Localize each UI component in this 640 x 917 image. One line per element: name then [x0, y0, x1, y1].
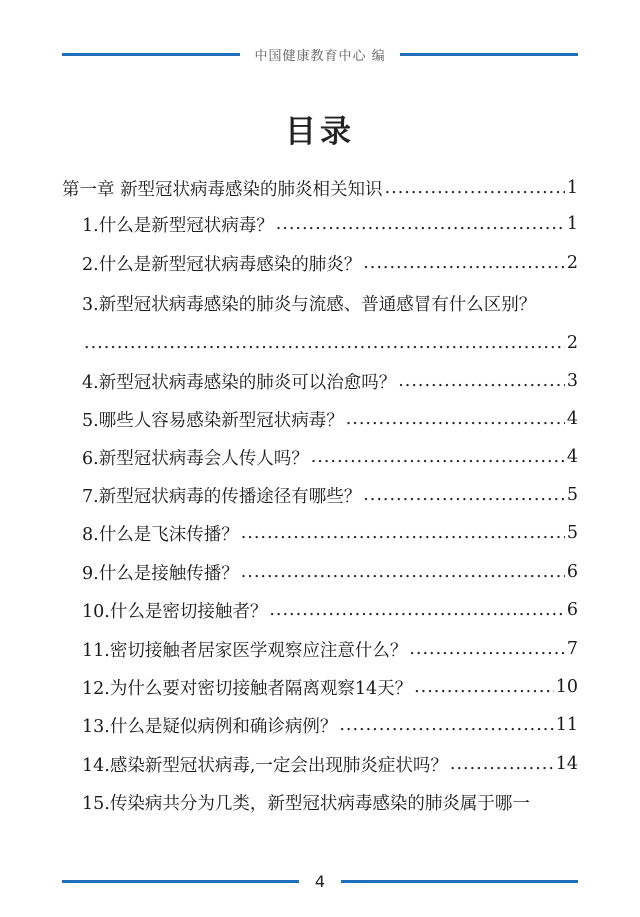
- toc-entry-row[interactable]: [82, 631, 578, 667]
- toc-page-number: 11: [555, 715, 578, 735]
- running-header: [62, 44, 578, 64]
- toc-leader-dots: [241, 562, 565, 582]
- toc-entry-label: 11.密切接触者居家医学观察应注意什么？: [82, 640, 408, 661]
- toc-entry-label: 15.传染病共分为几类，新型冠状病毒感染的肺炎属于哪一: [82, 793, 530, 814]
- toc-entry-label: 13.什么是疑似病例和确诊病例？: [82, 716, 338, 737]
- toc-entry-row[interactable]: [82, 401, 578, 437]
- page-title: 目录: [285, 114, 355, 150]
- toc-leader-dots: [398, 371, 565, 391]
- toc-entry-label: 4.新型冠状病毒感染的肺炎可以治愈吗？: [82, 372, 397, 393]
- toc-entry-row[interactable]: [82, 245, 578, 281]
- toc-entry-label: 7.新型冠状病毒的传播途径有哪些？: [82, 486, 362, 507]
- toc-chapter-row[interactable]: [62, 170, 578, 206]
- toc-entry-label: 1.什么是新型冠状病毒？: [82, 215, 274, 236]
- toc-entry-row[interactable]: [82, 784, 578, 820]
- toc-entry-row[interactable]: [82, 592, 578, 628]
- toc-page-number: 5: [566, 485, 578, 505]
- header-publisher: 中国健康教育中心 编: [254, 48, 386, 64]
- toc-entry-label: 第一章 新型冠状病毒感染的肺炎相关知识: [62, 179, 383, 200]
- toc-page-number: 5: [566, 523, 578, 543]
- toc-entry-label: 10.什么是密切接触者？: [82, 601, 268, 622]
- page-number: 4: [314, 871, 326, 891]
- header-rule-right: [400, 53, 578, 56]
- toc-entry-row[interactable]: [82, 707, 578, 743]
- toc-entry-row[interactable]: [82, 515, 578, 551]
- toc-entry-label: 14.感染新型冠状病毒,一定会出现肺炎症状吗？: [82, 755, 448, 776]
- toc-page-number: 1: [566, 178, 578, 198]
- toc-entry-label: 8.什么是飞沫传播？: [82, 524, 239, 545]
- toc-leader-dots: [311, 447, 565, 467]
- toc-page-number: 10: [555, 677, 578, 697]
- toc-leader-dots: [269, 600, 565, 620]
- toc-entry-row[interactable]: [82, 285, 578, 321]
- header-rule-left: [62, 53, 240, 56]
- toc-entry-row[interactable]: [82, 206, 578, 242]
- toc-entry-label: 2.什么是新型冠状病毒感染的肺炎？: [82, 254, 362, 275]
- toc-entry-label: 3.新型冠状病毒感染的肺炎与流感、普通感冒有什么区别？: [82, 294, 537, 315]
- toc-leader-dots: [84, 333, 565, 353]
- toc-leader-dots: [346, 409, 565, 429]
- toc-leader-dots: [385, 178, 565, 198]
- toc-entry-row[interactable]: [82, 439, 578, 475]
- toc-page-number: 3: [566, 371, 578, 391]
- toc-entry-row[interactable]: [82, 746, 578, 782]
- toc-page-number: 6: [566, 600, 578, 620]
- toc-entry-row[interactable]: [82, 363, 578, 399]
- toc-entry-label: 12.为什么要对密切接触者隔离观察14天？: [82, 678, 413, 699]
- toc-entry-label: 6.新型冠状病毒会人传人吗？: [82, 448, 309, 469]
- toc-page-number: 4: [566, 409, 578, 429]
- toc-page-number: 7: [566, 639, 578, 659]
- toc-entry-row[interactable]: [82, 477, 578, 513]
- toc-page-number: 2: [566, 253, 578, 273]
- toc-page-number: 6: [566, 562, 578, 582]
- toc-leader-dots: [276, 214, 565, 234]
- toc-entry-row[interactable]: [82, 669, 578, 705]
- toc-entry-row[interactable]: [82, 554, 578, 590]
- footer-rule-right: [341, 880, 578, 883]
- toc-entry-label: 5.哪些人容易感染新型冠状病毒？: [82, 410, 344, 431]
- toc-leader-dots: [363, 485, 565, 505]
- toc-entry-row[interactable]: [82, 325, 578, 361]
- toc-page-number: 14: [555, 754, 578, 774]
- toc-leader-dots: [414, 677, 554, 697]
- toc-leader-dots: [363, 253, 565, 273]
- toc-entry-label: 9.什么是接触传播？: [82, 563, 239, 584]
- toc-leader-dots: [241, 523, 565, 543]
- toc-page-number: 4: [566, 447, 578, 467]
- toc-page-number: 2: [566, 333, 578, 353]
- toc-page-number: 1: [566, 214, 578, 234]
- toc-leader-dots: [339, 715, 553, 735]
- footer-rule-left: [62, 880, 299, 883]
- toc-leader-dots: [450, 754, 554, 774]
- running-footer: [62, 868, 578, 894]
- toc-leader-dots: [409, 639, 565, 659]
